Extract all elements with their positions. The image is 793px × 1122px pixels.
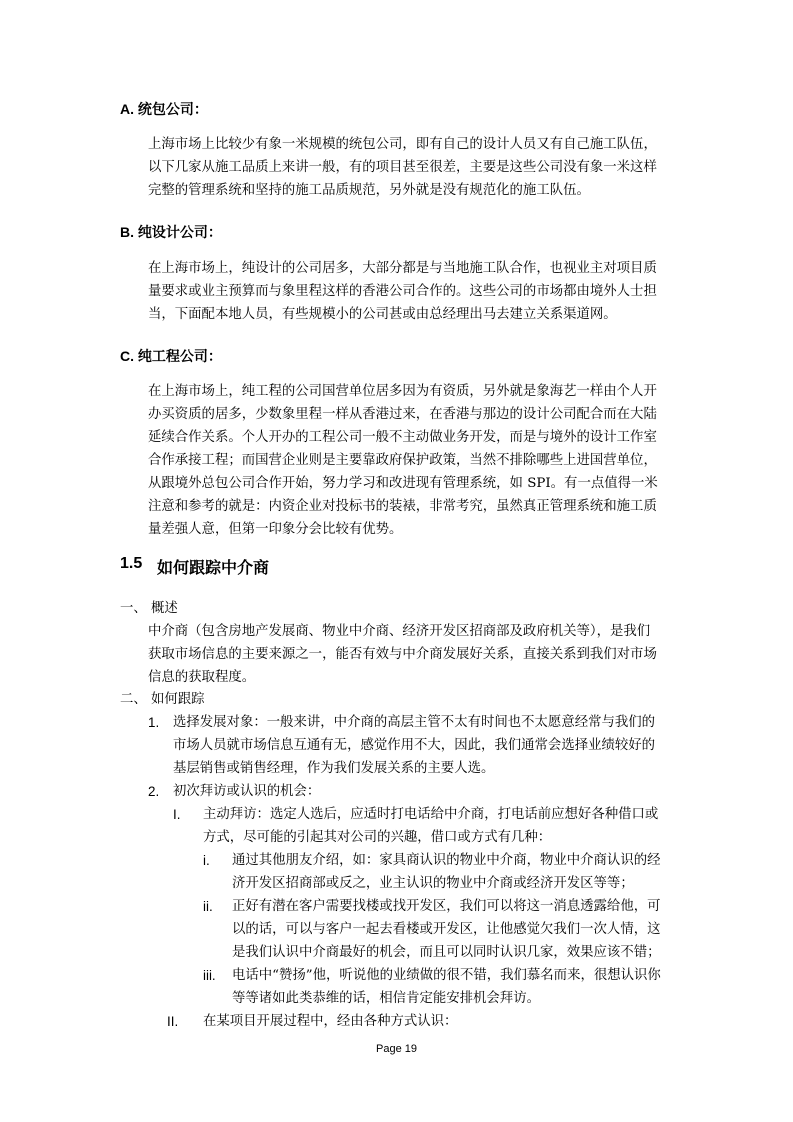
paragraph-line: 量要求或业主预算而与象里程这样的香港公司合作的。这些公司的市场都由境外人士担	[148, 284, 657, 299]
section-heading-title: 如何跟踪中介商	[157, 560, 270, 577]
paragraph-line: 量差强人意，但第一印象分会比较有优势。	[148, 522, 403, 537]
paragraph-line: 通过其他朋友介绍，如：家具商认识的物业中介商，物业中介商认识的经	[232, 853, 661, 868]
paragraph-line: 选择发展对象：一般来讲，中介商的高层主管不太有时间也不太愿意经常与我们的	[173, 715, 656, 730]
paragraph-line: 是我们认识中介商最好的机会，而且可以同时认识几家，效果应该不错；	[232, 945, 661, 960]
point-marker-i: i.	[203, 853, 210, 868]
list-marker-2: 2.	[148, 784, 160, 799]
paragraph-line: 从跟境外总包公司合作开始，努力学习和改进现有管理系统，如 SPI。有一点值得一米	[148, 476, 658, 491]
paragraph-line: 市场人员就市场信息互通有无，感觉作用不大，因此，我们通常会选择业绩较好的	[173, 738, 656, 753]
paragraph-line: 济开发区招商部或反之，业主认识的物业中介商或经济开发区等等；	[232, 876, 634, 891]
paragraph-line: 电话中“赞扬”他，听说他的业绩做的很不错，我们慕名而来，很想认识你	[232, 968, 661, 983]
paragraph-line: 上海市场上比较少有象一米规模的统包公司，即有自己的设计人员又有自己施工队伍，	[148, 137, 657, 152]
paragraph-line: 在上海市场上，纯工程的公司国营单位居多因为有资质，另外就是象海艺一样由个人开	[148, 384, 657, 399]
paragraph-line: 信息的获取程度。	[148, 670, 256, 685]
paragraph-line: 获取市场信息的主要来源之一，能否有效与中介商发展好关系，直接关系到我们对市场	[148, 647, 657, 662]
section-a-paragraph	[148, 133, 657, 202]
list-marker-1: 1.	[148, 715, 160, 730]
howto-label: 如何跟踪	[151, 692, 205, 707]
section-c-heading: C. 纯工程公司：	[120, 348, 222, 364]
paragraph-line: 当，下面配本地人员，有些规模小的公司甚或由总经理出马去建立关系渠道网。	[148, 307, 617, 322]
howto-marker: 二、	[120, 692, 147, 707]
paragraph-line: 以的话，可以与客户一起去看楼或开发区，让他感觉欠我们一次人情，这	[232, 922, 661, 937]
paragraph-line: 正好有潜在客户需要找楼或找开发区，我们可以将这一消息透露给他，可	[232, 899, 661, 914]
item-1-text	[173, 711, 655, 780]
paragraph-line: 延续合作关系。个人开办的工程公司一般不主动做业务开发，而是与境外的设计工作室	[148, 430, 657, 445]
paragraph-line: 等等诸如此类恭维的话，相信肯定能安排机会拜访。	[232, 991, 540, 1006]
paragraph-line: 主动拜访：选定人选后，应适时打电话给中介商，打电话前应想好各种借口或	[203, 807, 659, 822]
section-a-heading: A. 统包公司：	[120, 101, 208, 117]
sub-1-text	[203, 803, 658, 849]
paragraph-line: 办买资质的居多，少数象里程一样从香港过来，在香港与那边的设计公司配合而在大陆	[148, 407, 657, 422]
paragraph-line: 合作承接工程；而国营企业则是主要靠政府保护政策，当然不排除哪些上进国营单位，	[148, 453, 657, 468]
paragraph-line: 完整的管理系统和坚持的施工品质规范，另外就是没有规范化的施工队伍。	[148, 183, 590, 198]
paragraph-line: 注意和参考的就是：内资企业对投标书的装裱，非常考究，虽然真正管理系统和施工质	[148, 499, 657, 514]
item-2-label: 初次拜访或认识的机会：	[173, 784, 321, 799]
point-marker-iii: iii.	[203, 968, 216, 983]
point-marker-ii: ii.	[203, 899, 213, 914]
section-b-paragraph	[148, 257, 657, 326]
overview-label: 概述	[151, 601, 178, 616]
section-c-paragraph	[148, 380, 658, 541]
point-iii-text	[232, 964, 661, 1010]
point-ii-text	[232, 895, 661, 964]
paragraph-line: 基层销售或销售经理，作为我们发展关系的主要人选。	[173, 761, 495, 776]
roman-marker-2: II.	[167, 1014, 179, 1029]
point-i-text	[232, 849, 661, 895]
paragraph-line: 中介商（包含房地产发展商、物业中介商、经济开发区招商部及政府机关等），是我们	[148, 624, 651, 639]
roman-marker-1: I.	[173, 807, 181, 822]
section-b-heading: B. 纯设计公司：	[120, 224, 222, 240]
overview-paragraph	[148, 620, 657, 689]
paragraph-line: 在上海市场上，纯设计的公司居多，大部分都是与当地施工队合作，也视业主对项目质	[148, 261, 657, 276]
page-number: Page 19	[376, 1043, 417, 1055]
overview-marker: 一、	[120, 601, 147, 616]
paragraph-line: 方式，尽可能的引起其对公司的兴趣，借口或方式有几种：	[203, 830, 552, 845]
paragraph-line: 以下几家从施工品质上来讲一般，有的项目甚至很差，主要是这些公司没有象一米这样	[148, 160, 657, 175]
sub-2-text: 在某项目开展过程中，经由各种方式认识：	[203, 1014, 458, 1029]
section-heading-number: 1.5	[120, 555, 143, 572]
